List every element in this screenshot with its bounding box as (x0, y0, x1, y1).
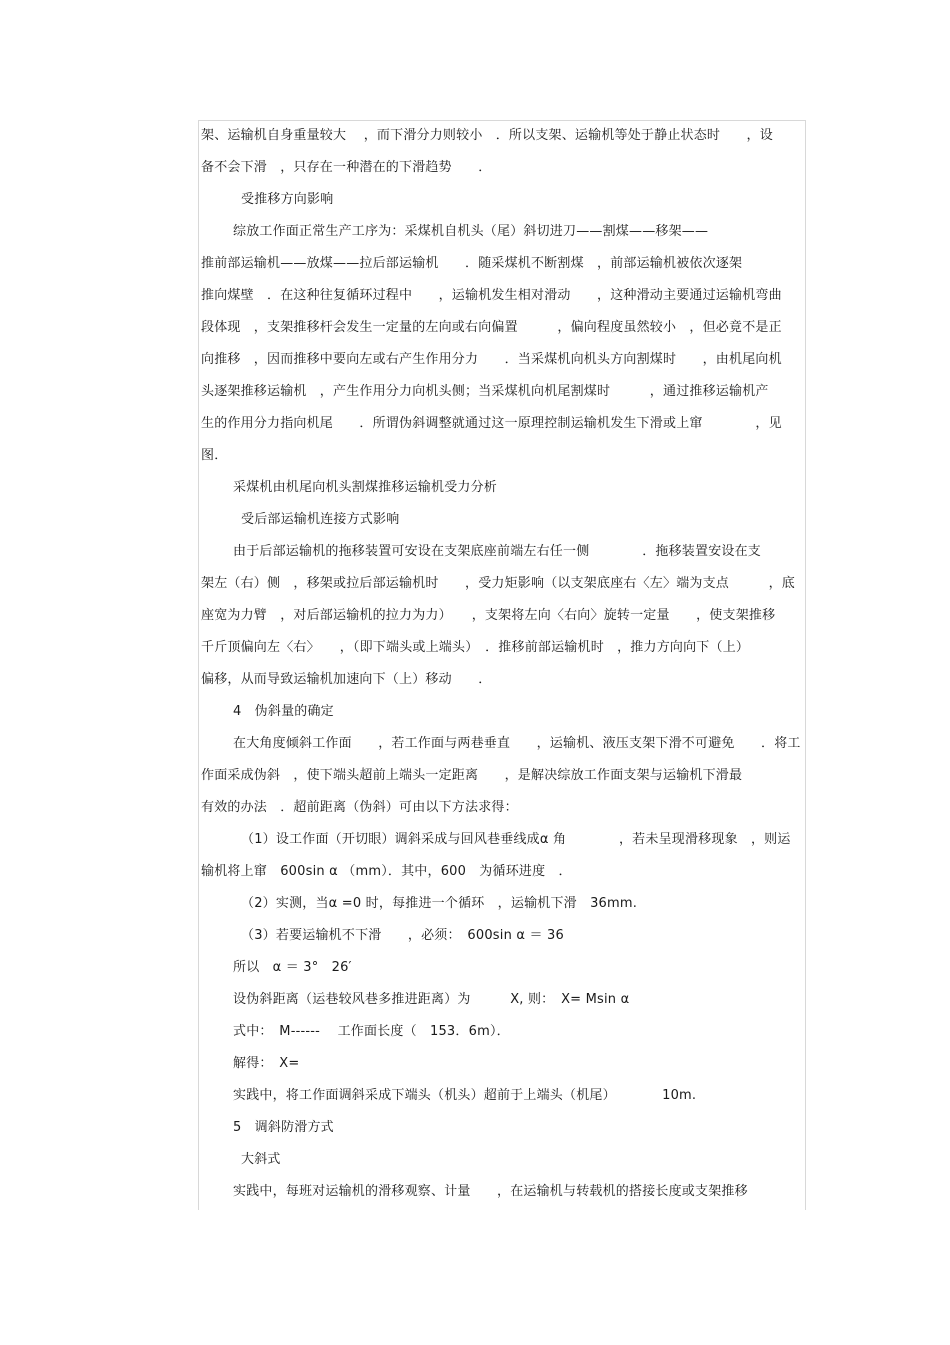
text-line: 所以 α ＝ 3° 26′ (233, 960, 352, 975)
text-line: 备不会下滑 ，只存在一种潜在的下滑趋势 ． (201, 160, 492, 175)
text-line: 实践中，每班对运输机的滑移观察、计量 ，在运输机与转载机的搭接长度或支架推移 (233, 1184, 748, 1199)
text-line: （2）实测，当α =0 时，每推进一个循环 ，运输机下滑 36mm. (241, 896, 638, 911)
text-line: 作面采成伪斜 ，使下端头超前上端头一定距离 ，是解决综放工作面支架与运输机下滑最 (201, 768, 743, 783)
text-line: 综放工作面正常生产工序为：采煤机自机头（尾）斜切进刀——割煤——移架—— (233, 224, 709, 239)
text-line: 图． (201, 448, 228, 463)
text-line: 架、运输机自身重量较大 ，而下滑分力则较小 ．所以支架、运输机等处于静止状态时 ，设 (201, 128, 773, 143)
text-line: 式中： M------ 工作面长度（ 153．6m）． (233, 1024, 510, 1039)
section-heading: 4 伪斜量的确定 (233, 704, 334, 719)
section-heading: 5 调斜防滑方式 (233, 1120, 334, 1135)
text-line: 在大角度倾斜工作面 ，若工作面与两巷垂直 ，运输机、液压支架下滑不可避免 ．将工 (233, 736, 801, 751)
text-line: 解得： X= (233, 1056, 300, 1071)
section-heading: 大斜式 (241, 1152, 281, 1167)
text-line: 输机将上窜 600sin α （mm）．其中，600 为循环进度 ． (201, 864, 572, 879)
text-line: （3）若要运输机不下滑 ，必须： 600sin α ＝ 36 (241, 928, 564, 943)
figure-caption: 采煤机由机尾向机头割煤推移运输机受力分析 (233, 480, 498, 495)
text-line: 千斤顶偏向左〈右〉 ，（即下端头或上端头） ．推移前部运输机时 ，推力方向向下（上） (201, 640, 750, 655)
text-line: 设伪斜距离（运巷较风巷多推进距离）为 X, 则： X= Msin α (233, 992, 630, 1007)
section-heading: 受推移方向影响 (241, 192, 334, 207)
text-line: 生的作用分力指向机尾 ．所谓伪斜调整就通过这一原理控制运输机发生下滑或上窜 ，见 (201, 416, 782, 431)
page-border (198, 120, 806, 1210)
section-heading: 受后部运输机连接方式影响 (241, 512, 400, 527)
text-line: （1）设工作面（开切眼）调斜采成与回风巷垂线成α 角 ，若未呈现滑移现象 ，则运 (241, 832, 791, 847)
text-line: 推向煤壁 ．在这种往复循环过程中 ，运输机发生相对滑动 ，这种滑动主要通过运输机弯曲 (201, 288, 782, 303)
text-line: 段体现 ，支架推移杆会发生一定量的左向或右向偏置 ，偏向程度虽然较小 ，但必竟不是正 (201, 320, 782, 335)
text-line: 偏移，从而导致运输机加速向下（上）移动 ． (201, 672, 492, 687)
text-line: 由于后部运输机的拖移装置可安设在支架底座前端左右任一侧 ．拖移装置安设在支 (233, 544, 762, 559)
text-line: 头逐架推移运输机 ，产生作用分力向机头侧；当采煤机向机尾割煤时 ，通过推移运输机产 (201, 384, 769, 399)
text-line: 实践中，将工作面调斜采成下端头（机头）超前于上端头（机尾） 10m. (233, 1088, 697, 1103)
text-line: 推前部运输机——放煤——拉后部运输机 ．随采煤机不断割煤 ，前部运输机被依次逐架 (201, 256, 743, 271)
text-line: 向推移 ，因而推移中要向左或右产生作用分力 ．当采煤机向机头方向割煤时 ，由机尾向机 (201, 352, 782, 367)
text-line: 架左（右）侧 ，移架或拉后部运输机时 ，受力矩影响（以支架底座右〈左〉端为支点 ，底 (201, 576, 796, 591)
text-line: 座宽为力臂 ，对后部运输机的拉力为力） ，支架将左向〈右向〉旋转一定量 ，使支架推移 (201, 608, 776, 623)
text-line: 有效的办法 ．超前距离（伪斜）可由以下方法求得： (201, 800, 518, 815)
